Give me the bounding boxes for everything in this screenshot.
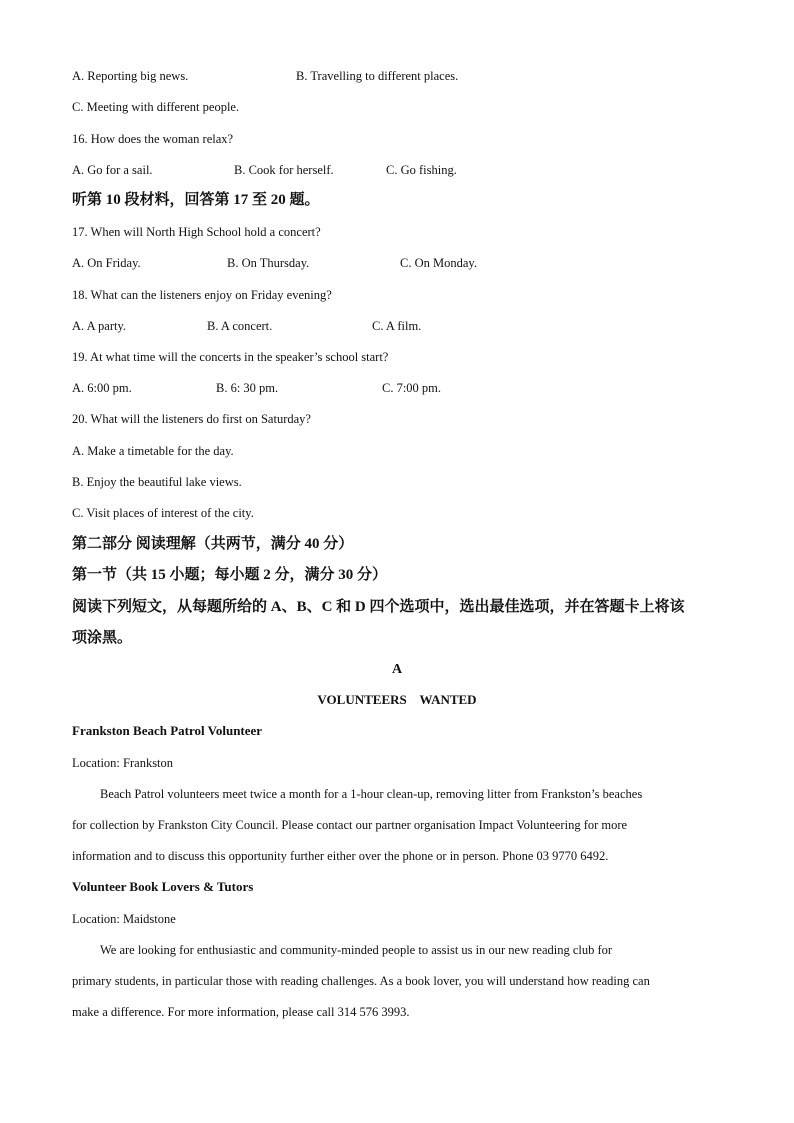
q19-option-a: A. 6:00 pm. [72, 381, 132, 395]
listing2-body-line2: primary students, in particular those with reading challenges. As a book lover, you will understand how reading can [72, 974, 650, 988]
section10-heading: 听第 10 段材料，回答第 17 至 20 题。 [72, 192, 320, 208]
listing1-body-line3: information and to discuss this opportunity further either over the phone or in person. Phone 03 9770 6492. [72, 849, 609, 863]
q20-stem: 20. What will the listeners do first on Saturday? [72, 412, 311, 426]
q19-option-c: C. 7:00 pm. [382, 381, 442, 395]
q16-option-c: C. Go fishing. [386, 163, 457, 177]
instructions-line2: 项涂黑。 [72, 630, 133, 646]
part2-title: 第二部分 阅读理解（共两节，满分 40 分） [72, 536, 354, 552]
listing1-body-line2: for collection by Frankston City Council. Please contact our partner organisation Impact Volunteering for more [72, 818, 628, 832]
q16-option-a: A. Go for a sail. [72, 163, 153, 177]
listing2-location: Location: Maidstone [72, 912, 176, 926]
q15-option-b: B. Travelling to different places. [296, 69, 459, 83]
q20-option-b: B. Enjoy the beautiful lake views. [72, 475, 242, 489]
instructions-line1: 阅读下列短文，从每题所给的 A、B、C 和 D 四个选项中，选出最佳选项，并在答题卡上将该 [72, 599, 685, 615]
q15-option-a: A. Reporting big news. [72, 69, 189, 83]
q16-stem: 16. How does the woman relax? [72, 132, 234, 146]
q17-option-a: A. On Friday. [72, 256, 141, 270]
q20-option-c: C. Visit places of interest of the city. [72, 506, 254, 520]
q18-stem: 18. What can the listeners enjoy on Friday evening? [72, 288, 332, 302]
q19-option-b: B. 6: 30 pm. [216, 381, 279, 395]
q20-option-a: A. Make a timetable for the day. [72, 444, 234, 458]
listing1-title: Frankston Beach Patrol Volunteer [72, 723, 263, 738]
listing2-title: Volunteer Book Lovers & Tutors [72, 879, 254, 894]
listing2-body-line3: make a difference. For more information, please call 314 576 3993. [72, 1005, 410, 1019]
section1-title: 第一节（共 15 小题；每小题 2 分，满分 30 分） [72, 567, 388, 583]
q17-option-c: C. On Monday. [400, 256, 477, 270]
q17-stem: 17. When will North High School hold a concert? [72, 225, 321, 239]
q16-option-b: B. Cook for herself. [234, 163, 334, 177]
q15-option-c: C. Meeting with different people. [72, 100, 240, 114]
q17-option-b: B. On Thursday. [227, 256, 310, 270]
passage-letter: A [391, 662, 403, 677]
listing2-body-line1: We are looking for enthusiastic and community-minded people to assist us in our new reading club for [100, 943, 613, 957]
listing1-body-line1: Beach Patrol volunteers meet twice a month for a 1-hour clean-up, removing litter from Frankston’s beaches [100, 787, 643, 801]
passage-title: VOLUNTEERS WANTED [317, 692, 477, 707]
listing1-location: Location: Frankston [72, 756, 174, 770]
q18-option-b: B. A concert. [207, 319, 273, 333]
q19-stem: 19. At what time will the concerts in the speaker’s school start? [72, 350, 389, 364]
q18-option-c: C. A film. [372, 319, 422, 333]
q18-option-a: A. A party. [72, 319, 127, 333]
